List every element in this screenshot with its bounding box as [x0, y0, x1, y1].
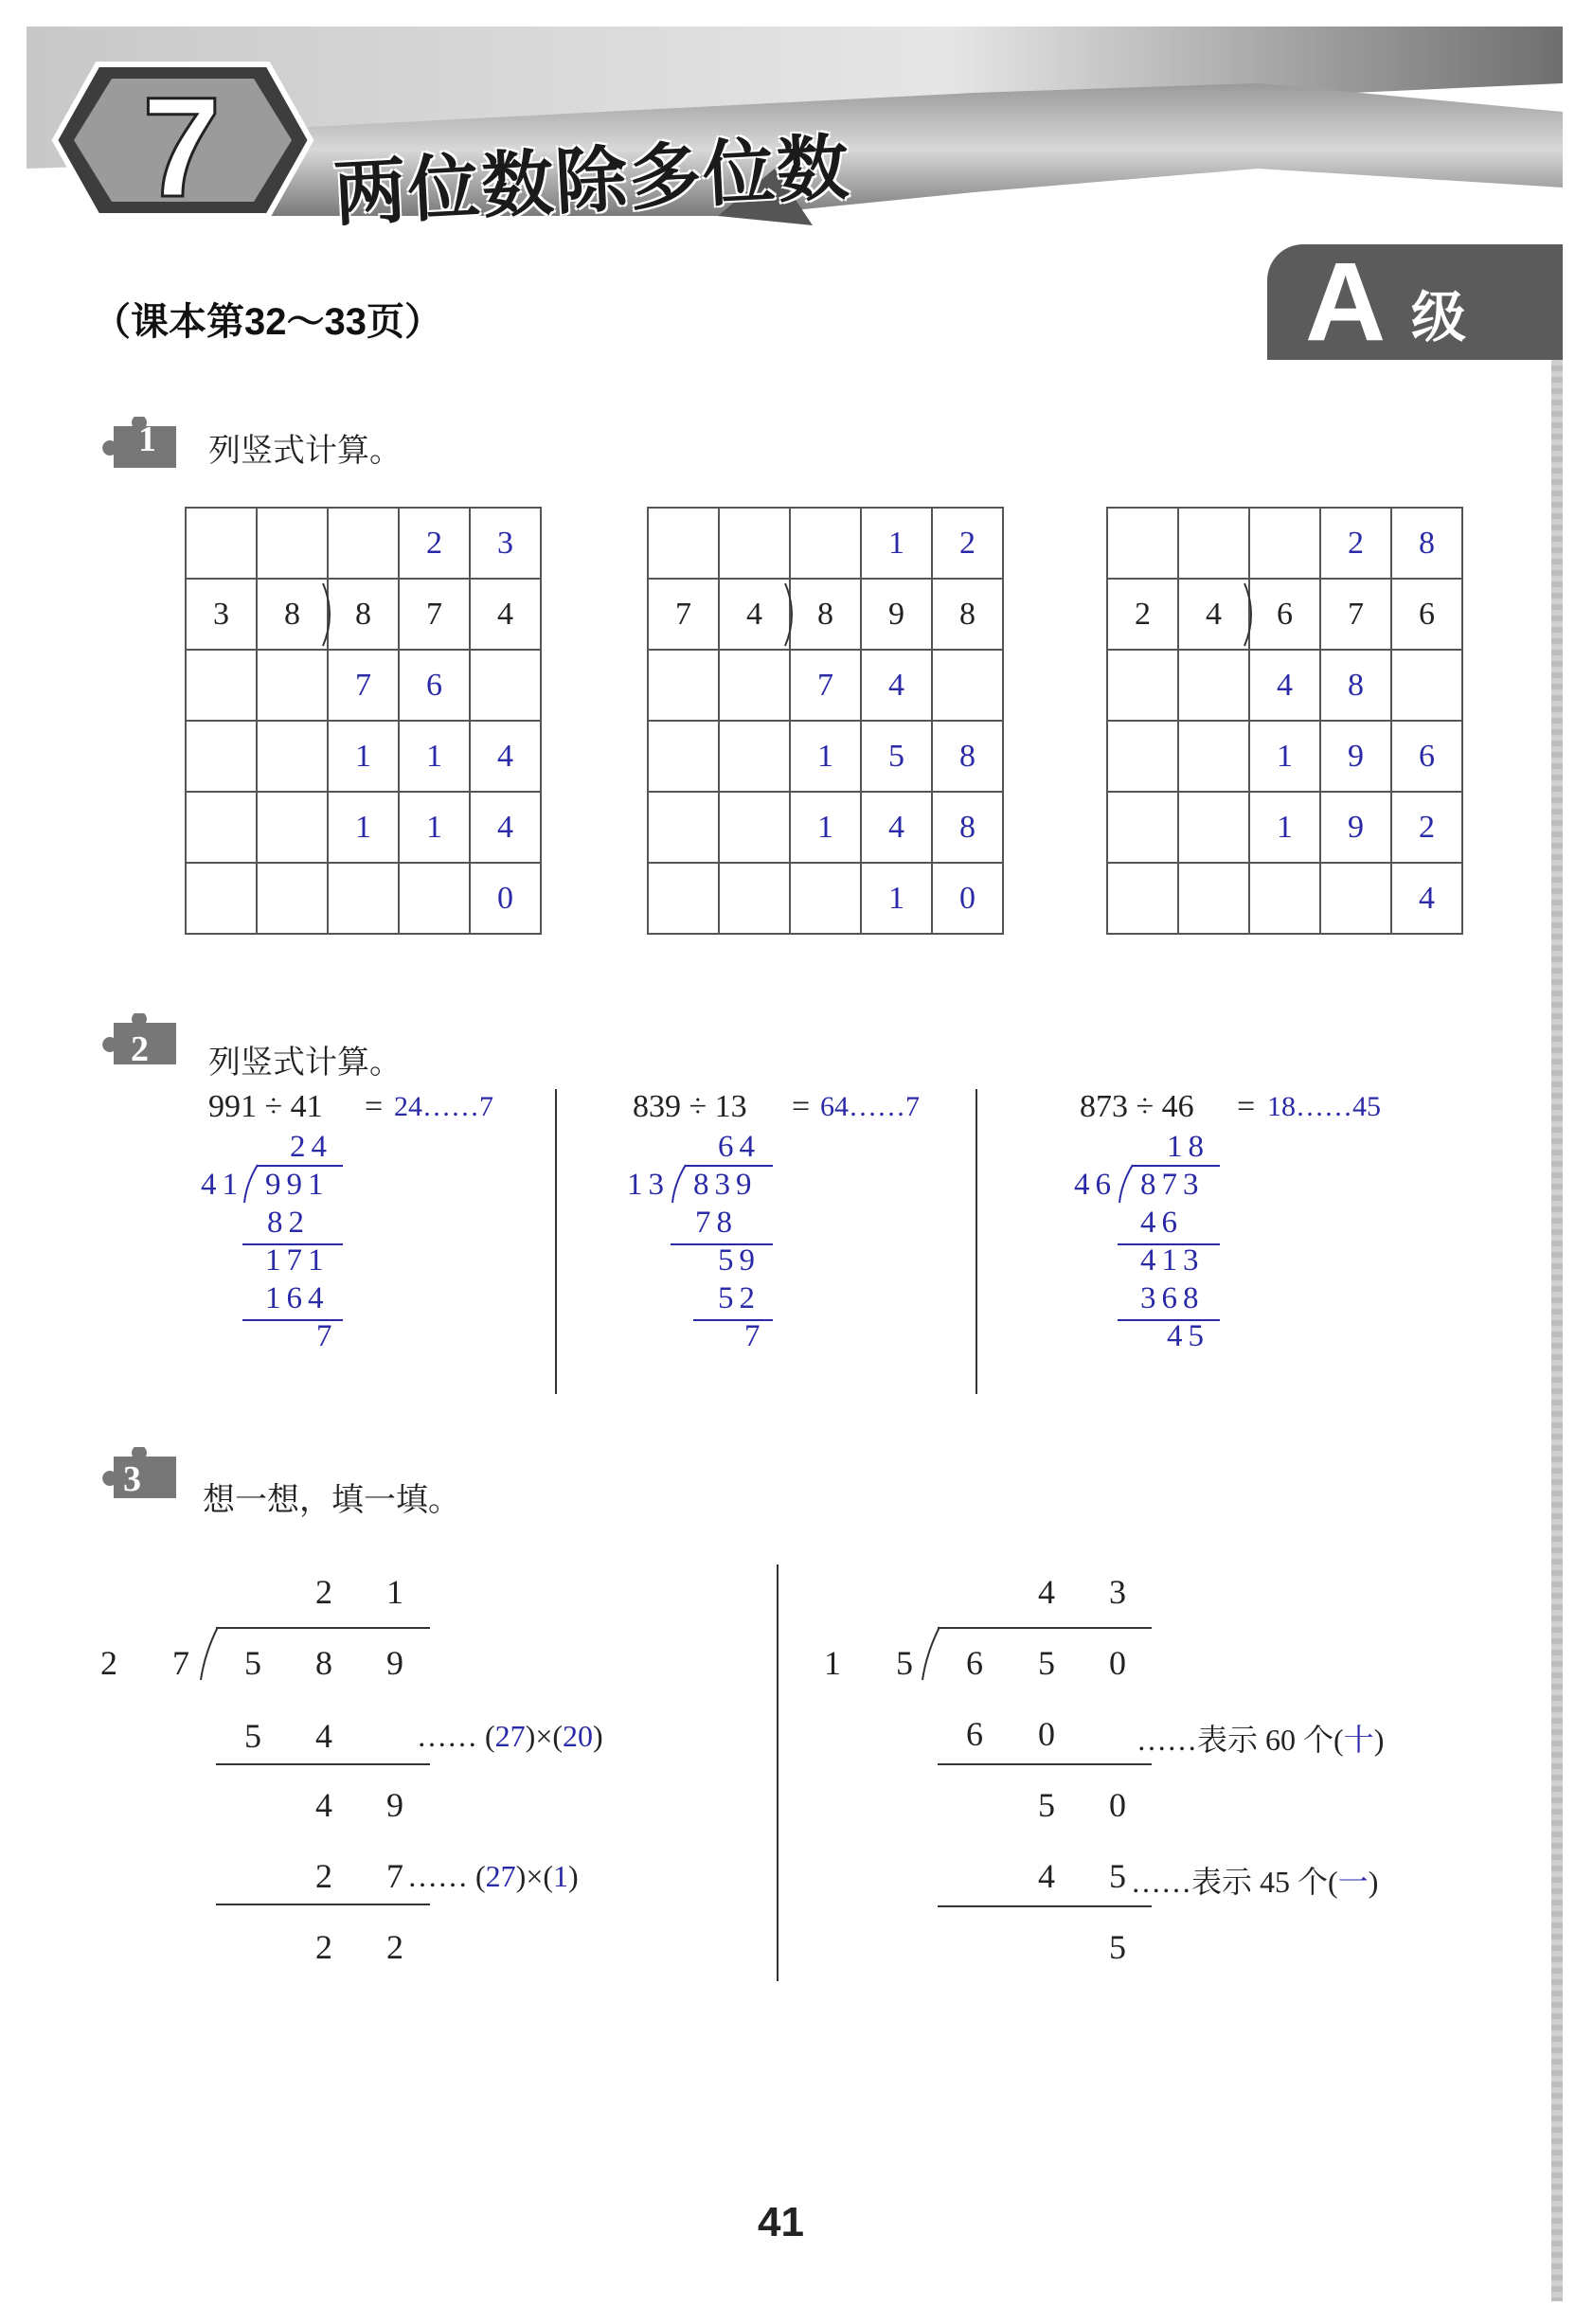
division-bracket [242, 1163, 261, 1205]
work-rule [938, 1763, 1152, 1765]
section-2-number: 2 [131, 1029, 149, 1069]
grid-cell: 4 [1391, 863, 1462, 934]
note-text: …… ( [417, 1719, 495, 1753]
grid-cell: 6 [1391, 721, 1462, 792]
work-line: 7 [744, 1319, 766, 1353]
note-text: …… ( [407, 1859, 486, 1893]
equals-sign: = [792, 1089, 811, 1124]
grid-cell: 4 [1178, 579, 1249, 650]
grid-cell: 8 [1320, 650, 1391, 721]
dividend-digit: 5 [244, 1644, 261, 1682]
grid-cell: 9 [1320, 721, 1391, 792]
grid-digit: 8 [817, 596, 833, 632]
work-rule [216, 1904, 430, 1905]
grid-cell [1249, 579, 1320, 650]
section-3-number: 3 [123, 1459, 141, 1499]
remainder-digit: 2 [386, 1928, 403, 1966]
division-grid-1 [185, 507, 542, 935]
note-text: )×( [525, 1719, 564, 1753]
work-quotient: 24 [290, 1130, 332, 1164]
grid-cell: 1 [328, 721, 399, 792]
grid-cell: 2 [399, 508, 470, 579]
work-line: 82 [267, 1206, 310, 1240]
grid-cell: 4 [470, 579, 541, 650]
grid-cell: 1 [790, 721, 861, 792]
blank-answer: 27 [494, 1719, 526, 1753]
fill-note [417, 1719, 603, 1754]
grid-cell: 1 [861, 508, 932, 579]
quotient-digit: 4 [1038, 1573, 1055, 1611]
work-digit: 5 [244, 1717, 261, 1755]
grid-cell: 1 [1249, 792, 1320, 863]
work-divisor: 46 [1074, 1168, 1117, 1202]
grid-cell: 9 [861, 579, 932, 650]
grid-cell: 6 [399, 650, 470, 721]
dividend-digit: 5 [1038, 1644, 1055, 1682]
work-line: 171 [265, 1243, 330, 1278]
page-number: 41 [758, 2199, 804, 2245]
work-digit: 2 [315, 1857, 332, 1895]
grid-cell: 8 [932, 579, 1003, 650]
work-dividend: 839 [693, 1168, 758, 1202]
quotient-digit: 3 [1109, 1573, 1126, 1611]
division-bracket [919, 1625, 943, 1682]
note-text: ) [593, 1719, 603, 1753]
problem-answer: 64……7 [820, 1091, 920, 1122]
work-divisor: 41 [201, 1168, 243, 1202]
grid-cell: 7 [399, 579, 470, 650]
grid-cell: 0 [470, 863, 541, 934]
grid-cell: 4 [861, 650, 932, 721]
note-text: ……表示 45 个( [1131, 1865, 1338, 1899]
column-divider [777, 1564, 779, 1981]
chapter-title: 两位数除多位数 [331, 124, 853, 237]
division-grid-3 [1106, 507, 1463, 935]
grid-cell: 8 [1391, 508, 1462, 579]
dividend-digit: 6 [966, 1644, 983, 1682]
work-digit: 0 [1109, 1786, 1126, 1824]
work-quotient: 18 [1167, 1130, 1209, 1164]
grid-cell: 8 [932, 721, 1003, 792]
divisor-digit: 1 [824, 1644, 841, 1682]
grid-cell: 2 [1320, 508, 1391, 579]
note-text: ……表示 60 个( [1137, 1723, 1344, 1757]
work-digit: 4 [1038, 1857, 1055, 1895]
work-line: 45 [1167, 1319, 1209, 1353]
grid-cell: 2 [932, 508, 1003, 579]
work-rule [938, 1905, 1152, 1907]
problem-answer: 24……7 [394, 1091, 493, 1122]
bracket-top-line [258, 1165, 343, 1167]
blank-answer: 十 [1343, 1723, 1374, 1757]
remainder-digit: 5 [1109, 1928, 1126, 1966]
equals-sign: = [1237, 1089, 1256, 1124]
dividend-digit: 9 [386, 1644, 403, 1682]
grid-cell [328, 579, 399, 650]
bracket-top-line [216, 1627, 430, 1629]
grid-cell: 3 [470, 508, 541, 579]
grid-cell: 1 [328, 792, 399, 863]
grid-cell: 2 [1391, 792, 1462, 863]
grid-digit: 8 [355, 596, 371, 632]
work-line: 413 [1140, 1243, 1205, 1278]
work-digit: 4 [315, 1786, 332, 1824]
problem-expression: 873 ÷ 46 [1080, 1089, 1194, 1124]
grid-cell: 4 [1249, 650, 1320, 721]
blank-answer: 一 [1337, 1865, 1369, 1899]
dividend-digit: 0 [1109, 1644, 1126, 1682]
problem-expression: 839 ÷ 13 [633, 1089, 747, 1124]
equals-sign: = [365, 1089, 384, 1124]
level-badge [1267, 240, 1563, 365]
bracket-top-line [938, 1627, 1152, 1629]
work-line: 368 [1140, 1281, 1205, 1315]
note-text: )×( [515, 1859, 554, 1893]
grid-cell: 4 [470, 792, 541, 863]
grid-cell: 4 [470, 721, 541, 792]
section-1-label: 列竖式计算。 [208, 432, 402, 470]
problem-expression: 991 ÷ 41 [208, 1089, 323, 1124]
work-dividend: 991 [265, 1168, 330, 1202]
quotient-digit: 1 [386, 1573, 403, 1611]
work-digit: 4 [315, 1717, 332, 1755]
fill-note [1137, 1716, 1384, 1760]
bracket-top-line [686, 1165, 773, 1167]
column-divider [555, 1089, 557, 1394]
quotient-digit: 2 [315, 1573, 332, 1611]
work-line: 59 [718, 1243, 761, 1278]
grid-cell: 2 [1107, 579, 1178, 650]
divisor-digit: 7 [172, 1644, 189, 1682]
level-letter: A [1305, 240, 1387, 365]
work-digit: 5 [1109, 1857, 1126, 1895]
divisor-digit: 2 [100, 1644, 117, 1682]
blank-answer: 1 [553, 1859, 569, 1893]
grid-cell: 5 [861, 721, 932, 792]
division-grid-2 [647, 507, 1004, 935]
grid-cell: 6 [1391, 579, 1462, 650]
grid-cell: 1 [399, 792, 470, 863]
work-line: 46 [1140, 1206, 1183, 1240]
note-text: ) [568, 1859, 579, 1893]
work-line: 164 [265, 1281, 330, 1315]
grid-digit: 6 [1277, 596, 1293, 632]
blank-answer: 20 [563, 1719, 594, 1753]
division-bracket [671, 1163, 689, 1205]
dividend-digit: 8 [315, 1644, 332, 1682]
grid-cell: 9 [1320, 792, 1391, 863]
division-bracket [1118, 1163, 1137, 1205]
chapter-number: 7 [142, 67, 222, 226]
divisor-digit: 5 [896, 1644, 913, 1682]
grid-cell [790, 579, 861, 650]
column-divider [975, 1089, 977, 1394]
blank-answer: 27 [485, 1859, 516, 1893]
grid-cell: 7 [1320, 579, 1391, 650]
page-reference: （课本第32～33页） [93, 301, 442, 343]
section-2-label: 列竖式计算。 [208, 1044, 402, 1082]
section-3-label: 想一想，填一填。 [203, 1481, 460, 1519]
work-rule [216, 1763, 430, 1765]
work-quotient: 64 [718, 1130, 761, 1164]
work-line: 52 [718, 1281, 761, 1315]
grid-cell: 4 [861, 792, 932, 863]
division-bracket [319, 581, 336, 648]
note-text: ) [1368, 1865, 1379, 1899]
grid-cell: 1 [1249, 721, 1320, 792]
remainder-digit: 2 [315, 1928, 332, 1966]
grid-cell: 1 [399, 721, 470, 792]
work-digit: 7 [386, 1857, 403, 1895]
work-digit: 5 [1038, 1786, 1055, 1824]
division-bracket [781, 581, 798, 648]
level-suffix: 级 [1411, 285, 1467, 349]
division-bracket [197, 1625, 222, 1682]
note-text: ) [1373, 1723, 1385, 1757]
page-edge-strip [1551, 360, 1563, 2301]
grid-cell: 3 [186, 579, 257, 650]
grid-cell: 4 [719, 579, 790, 650]
work-digit: 9 [386, 1786, 403, 1824]
grid-cell: 8 [932, 792, 1003, 863]
fill-note [407, 1859, 579, 1894]
work-dividend: 873 [1140, 1168, 1205, 1202]
work-line: 78 [695, 1206, 738, 1240]
work-divisor: 13 [627, 1168, 670, 1202]
section-1-number: 1 [138, 420, 156, 459]
division-bracket [1241, 581, 1258, 648]
grid-cell: 0 [932, 863, 1003, 934]
grid-cell: 8 [257, 579, 328, 650]
work-digit: 6 [966, 1715, 983, 1753]
work-digit: 0 [1038, 1715, 1055, 1753]
work-line: 7 [316, 1319, 338, 1353]
grid-cell: 7 [328, 650, 399, 721]
grid-cell: 1 [790, 792, 861, 863]
bracket-top-line [1133, 1165, 1220, 1167]
grid-cell: 7 [790, 650, 861, 721]
grid-cell: 7 [648, 579, 719, 650]
grid-cell: 1 [861, 863, 932, 934]
problem-answer: 18……45 [1267, 1091, 1381, 1122]
fill-note [1131, 1858, 1378, 1902]
